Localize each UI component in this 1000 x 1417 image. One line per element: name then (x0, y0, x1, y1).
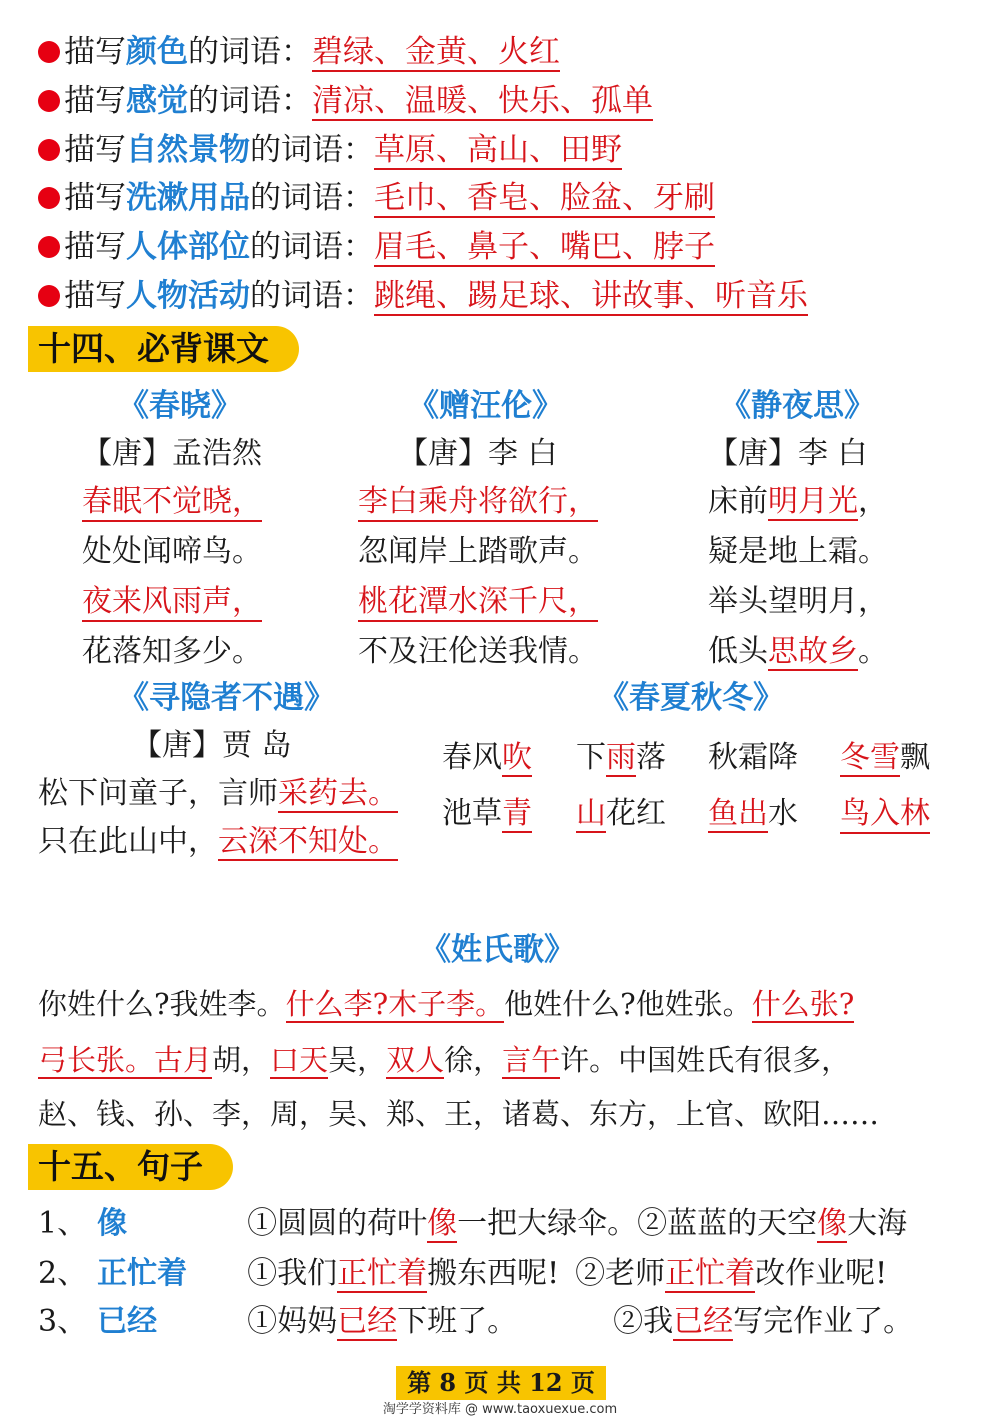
word-list-1: 描写颜色的词语：碧绿、金黄、火红 (38, 30, 560, 74)
poem-line-jingyesi-4: 低头思故乡。 (708, 634, 888, 669)
chunxia-row2-col1: 池草青 (442, 796, 532, 831)
surname-line-2: 弓长张。古月胡，口天吴，双人徐，言午许。中国姓氏有很多， (38, 1043, 851, 1077)
bullet-icon (38, 285, 60, 307)
bullet-icon (38, 187, 60, 209)
section-14-heading: 十四、必背课文 (28, 326, 299, 372)
poem-line-zengwanglun-4: 不及汪伦送我情。 (358, 634, 598, 669)
poem-author-xunyin: 【唐】贾 岛 (132, 728, 292, 763)
sentence-row-1: 1、 像 ①圆圆的荷叶像一把大绿伞。②蓝蓝的天空像大海 (38, 1206, 908, 1241)
poem-author-chunxiao: 【唐】孟浩然 (82, 436, 262, 471)
chunxia-row2-col4: 鸟入林 (840, 788, 930, 834)
word-list-5: 描写人体部位的词语：眉毛、鼻子、嘴巴、脖子 (38, 225, 715, 269)
surname-line-1: 你姓什么?我姓李。什么李?木子李。他姓什么?他姓张。什么张? (38, 987, 855, 1021)
surname-line-3: 赵、钱、孙、李，周，吴、郑、王，诸葛、东方，上官、欧阳…… (38, 1097, 880, 1131)
poem-title-jingyesi: 《静夜思》 (720, 388, 875, 424)
poem-line-zengwanglun-2: 忽闻岸上踏歌声。 (358, 534, 598, 569)
poem-title-zengwanglun: 《赠汪伦》 (408, 388, 563, 424)
poem-line-jingyesi-3: 举头望明月， (708, 584, 888, 619)
poem-line-chunxiao-2: 处处闻啼鸟。 (82, 534, 262, 569)
bullet-icon (38, 236, 60, 258)
word-list-6: 描写人物活动的词语：跳绳、踢足球、讲故事、听音乐 (38, 274, 808, 318)
word-list-2: 描写感觉的词语：清凉、温暖、快乐、孤单 (38, 79, 653, 123)
poem-line-zengwanglun-3: 桃花潭水深千尺， (358, 576, 598, 622)
poem-line-xunyin-1: 松下问童子，言师采药去。 (38, 776, 398, 811)
poem-author-zengwanglun: 【唐】李 白 (398, 436, 558, 471)
poem-title-chunxia: 《春夏秋冬》 (598, 680, 784, 716)
poem-title-chunxiao: 《春晓》 (118, 388, 242, 424)
bullet-icon (38, 90, 60, 112)
watermark: 淘学学资料库 @ www.taoxuexue.com (382, 1402, 618, 1417)
poem-line-chunxiao-3: 夜来风雨声， (82, 576, 262, 622)
chunxia-row1-col1: 春风吹 (442, 740, 532, 775)
sentence-row-2: 2、 正忙着 ①我们正忙着搬东西呢! ②老师正忙着改作业呢! (38, 1256, 888, 1291)
poem-title-xunyin: 《寻隐者不遇》 (118, 680, 335, 716)
chunxia-row1-col3: 秋霜降 (708, 740, 798, 775)
poem-line-xunyin-2: 只在此山中，云深不知处。 (38, 824, 398, 859)
poem-title-surname: 《姓氏歌》 (420, 932, 575, 968)
bullet-icon (38, 139, 60, 161)
poem-line-jingyesi-1: 床前明月光， (708, 484, 888, 519)
word-list-4: 描写洗漱用品的词语：毛巾、香皂、脸盆、牙刷 (38, 176, 715, 220)
chunxia-row1-col4: 冬雪飘 (840, 740, 930, 775)
word-list-3: 描写自然景物的词语：草原、高山、田野 (38, 128, 622, 172)
poem-line-chunxiao-4: 花落知多少。 (82, 634, 262, 669)
page-number: 第 8 页 共 12 页 (396, 1366, 606, 1400)
poem-author-jingyesi: 【唐】李 白 (708, 436, 868, 471)
chunxia-row2-col3: 鱼出水 (708, 796, 798, 831)
chunxia-row2-col2: 山花红 (576, 796, 666, 831)
sentence-row-3: 3、 已经 ①妈妈已经下班了。 ②我已经写完作业了。 (38, 1304, 914, 1339)
poem-line-zengwanglun-1: 李白乘舟将欲行， (358, 476, 598, 522)
section-15-heading: 十五、句子 (28, 1144, 233, 1190)
poem-line-jingyesi-2: 疑是地上霜。 (708, 534, 888, 569)
chunxia-row1-col2: 下雨落 (576, 740, 666, 775)
bullet-icon (38, 41, 60, 63)
poem-line-chunxiao-1: 春眠不觉晓， (82, 476, 262, 522)
